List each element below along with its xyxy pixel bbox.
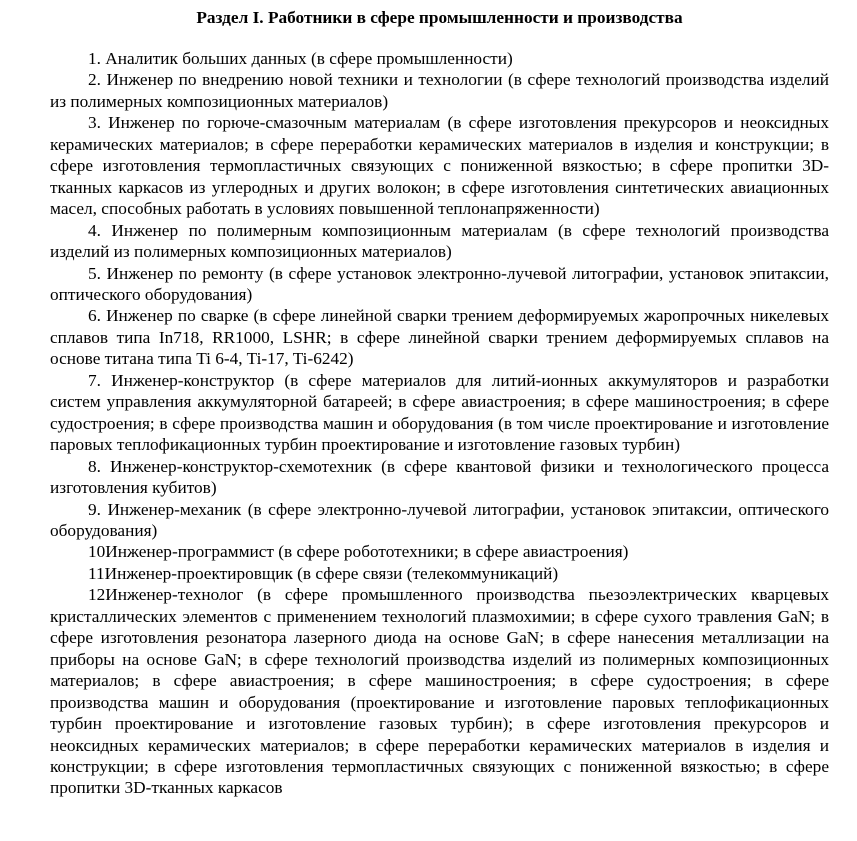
list-item-4: 4. Инженер по полимерным композиционным материалам (в сфере технологий производства изделий из полимерных композиционных материалов) [50, 220, 829, 262]
list-item-1: 1. Аналитик больших данных (в сфере промышленности) [88, 49, 513, 68]
list-item-12: 12Инженер-технолог (в сфере промышленного производства пьезоэлектрических кварцевых кристаллических элементов с применением технологий плазмохимии; в сфере сухого травления GaN; в сфере изготовления резонатора лазерного диода на основе GaN; в сфере нанесения металлизации на приборы на основе GaN; в сфере технологий производства изделий из полимерных композиционных материалов; в сфере авиастроения; в сфере машиностроения; в сфере судостроения; в сфере производства машин и оборудования (проектирование и изготовление паровых теплофикационных турбин проектирование и изготовление газовых турбин); в сфере изготовления прекурсоров и неоксидных керамических материалов; в сфере переработки керамических материалов в изделия и конструкции; в сфере изготовления термопластичных связующих с пониженной вязкостью; в сфере пропитки 3D-тканных каркасов [50, 585, 829, 798]
list-item-11: 11Инженер-проектировщик (в сфере связи (телекоммуникаций) [88, 563, 559, 583]
section-title: Раздел I. Работники в сфере промышленности и производства [196, 8, 683, 27]
profession-list [50, 48, 829, 799]
document-page [50, 0, 829, 799]
list-item-5: 5. Инженер по ремонту (в сфере установок электронно-лучевой литографии, установок эпитаксии, оптического оборудования) [50, 263, 829, 304]
list-item-9: 9. Инженер-механик (в сфере электронно-лучевой литографии, установок эпитаксии, оптического оборудования) [50, 499, 829, 540]
list-item-8: 8. Инженер-конструктор-схемотехник (в сфере квантовой физики и технологического процесса изготовления кубитов) [50, 456, 829, 498]
list-item-10: 10Инженер-программист (в сфере робототехники; в сфере авиастроения) [88, 542, 629, 562]
list-item-6: 6. Инженер по сварке (в сфере линейной сварки трением деформируемых жаропрочных никелевых сплавов типа In718, RR1000, LSHR; в сфере линейной сварки трением деформируемых сплавов на основе титана типа Ti 6-4, Ti-17, Ti-6242) [50, 306, 829, 369]
list-item-7: 7. Инженер-конструктор (в сфере материалов для литий-ионных аккумуляторов и разработки систем управления аккумуляторной батареей; в сфере авиастроения; в сфере машиностроения; в сфере судостроения; в сфере производства машин и оборудования (в том числе проектирование и изготовление паровых теплофикационных турбин проектирование и изготовление газовых турбин) [50, 370, 829, 455]
list-item-2: 2. Инженер по внедрению новой техники и технологии (в сфере технологий производства изделий из полимерных композиционных материалов) [50, 70, 829, 111]
list-item-3: 3. Инженер по горюче-смазочным материалам (в сфере изготовления прекурсоров и неоксидных керамических материалов; в сфере переработки керамических материалов в изделия и конструкции; в сфере изготовления термопластичных связующих с пониженной вязкостью; в сфере пропитки 3D-тканных каркасов из углеродных и других волокон; в сфере изготовления синтетических авиационных масел, способных работать в условиях повышенной теплонапряженности) [50, 113, 829, 219]
